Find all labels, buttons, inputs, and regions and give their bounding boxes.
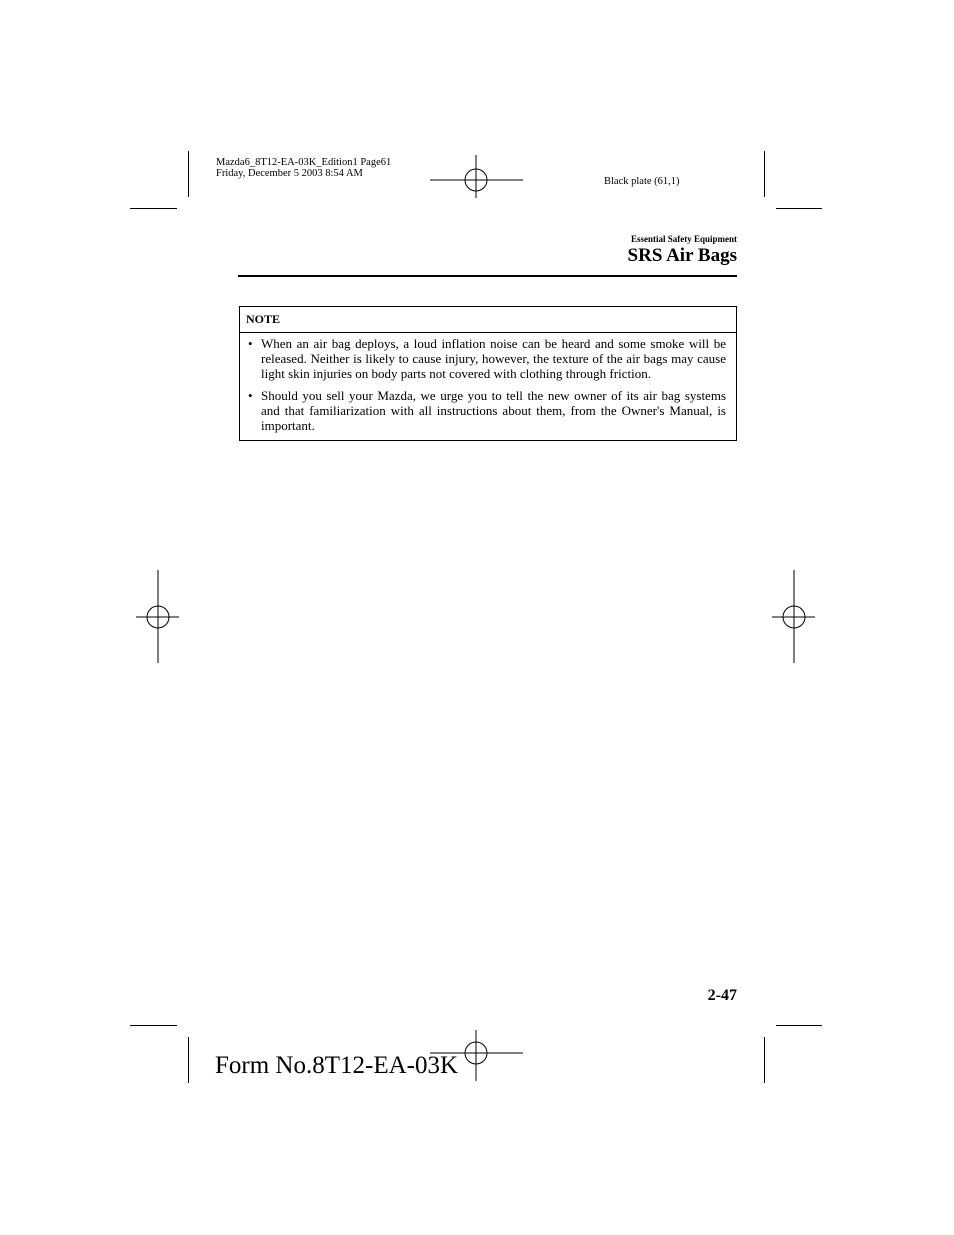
- plate-info: Black plate (61,1): [604, 176, 680, 187]
- note-header: [240, 307, 736, 333]
- page-title: SRS Air Bags: [627, 245, 737, 266]
- crop-mark-bottom-right-horizontal: [776, 1025, 822, 1026]
- registration-mark-right: [772, 570, 816, 664]
- registration-mark-top: [430, 155, 524, 199]
- registration-mark-left: [136, 570, 180, 664]
- note-item-text: When an air bag deploys, a loud inflation noise can be heard and some smoke will be released. Neither is likely to cause injury, however, the texture of the air bags may cause light skin injuries on body parts not covered with clothing through friction.: [261, 336, 726, 381]
- note-list: [246, 336, 726, 440]
- list-item: [246, 336, 726, 381]
- section-label: Essential Safety Equipment: [630, 234, 737, 244]
- list-item: [246, 388, 726, 433]
- crop-mark-top-left-horizontal: [130, 208, 177, 209]
- form-number: Form No.8T12-EA-03K: [215, 1052, 459, 1079]
- crop-mark-top-right-vertical: [764, 151, 765, 197]
- crop-mark-top-left-vertical: [188, 151, 189, 197]
- note-box: [239, 306, 737, 441]
- bullet-icon: •: [248, 336, 253, 351]
- file-info-line2: Friday, December 5 2003 8:54 AM: [216, 168, 363, 179]
- crop-mark-bottom-right-vertical: [764, 1037, 765, 1083]
- crop-mark-top-right-horizontal: [776, 208, 822, 209]
- note-heading: NOTE: [246, 312, 281, 326]
- note-item-text: Should you sell your Mazda, we urge you to tell the new owner of its air bag systems and that familiarization with all instructions about them, from the Owner's Manual, is important.: [261, 388, 726, 433]
- file-info-line1: Mazda6_8T12-EA-03K_Edition1 Page61: [216, 157, 392, 168]
- crop-mark-bottom-left-horizontal: [130, 1025, 177, 1026]
- page-number: 2-47: [707, 987, 737, 1004]
- bullet-icon: •: [248, 388, 253, 403]
- title-rule: [238, 275, 737, 277]
- crop-mark-bottom-left-vertical: [188, 1037, 189, 1083]
